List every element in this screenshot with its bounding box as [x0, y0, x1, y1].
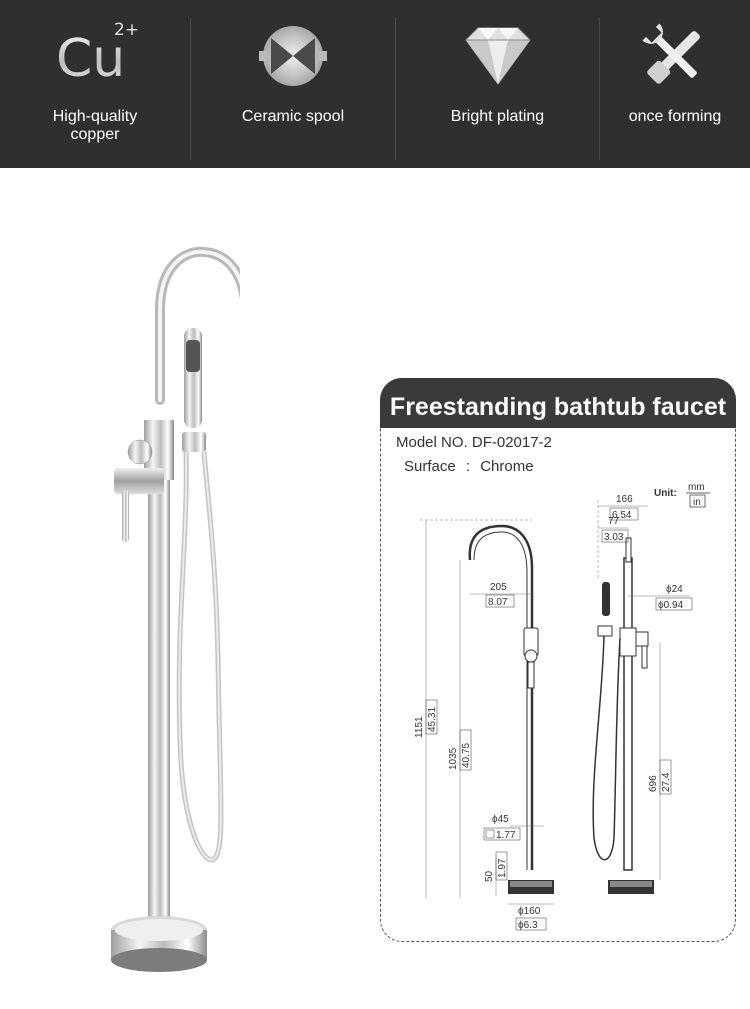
- dim-3-03: 3.03: [604, 532, 624, 543]
- surface-row: [404, 458, 534, 475]
- diamond-icon: [396, 18, 599, 90]
- dim-696: 696: [648, 775, 659, 792]
- dim-40-75: 40.75: [461, 742, 472, 768]
- dim-0-94: ϕ0.94: [658, 600, 684, 611]
- model-number: Model NO. DF-02017-2: [396, 434, 552, 451]
- surface-separator: :: [465, 458, 471, 475]
- dim-1151: 1151: [414, 716, 425, 738]
- dim-50: 50: [484, 870, 495, 882]
- feature-forming-label: once forming: [628, 108, 722, 125]
- unit-in: in: [693, 497, 701, 508]
- feature-ceramic-label: Ceramic spool: [241, 108, 345, 125]
- unit-mm: mm: [688, 482, 705, 493]
- dim-1035: 1035: [448, 747, 459, 770]
- feature-bright-plating: [396, 0, 599, 168]
- dim-8-07: 8.07: [488, 597, 508, 608]
- faucet-product-image: [100, 240, 240, 980]
- dim-45: ϕ45: [492, 814, 509, 825]
- spec-card: [380, 378, 736, 942]
- feature-copper-label-1: High-quality: [52, 108, 138, 125]
- dim-6-54: 6.54: [612, 510, 632, 521]
- feature-bar: [0, 0, 750, 168]
- spec-title: Freestanding bathtub faucet: [380, 378, 736, 428]
- surface-label: Surface: [404, 458, 456, 475]
- feature-copper-label-2: copper: [70, 126, 120, 143]
- copper-element-icon: [0, 18, 190, 90]
- ceramic-spool-icon: [191, 18, 395, 90]
- feature-ceramic-spool: [191, 0, 395, 168]
- unit-label: Unit:: [654, 488, 677, 499]
- dim-1-97: 1.97: [497, 858, 508, 878]
- feature-once-forming: [600, 0, 750, 168]
- feature-copper: [0, 0, 190, 168]
- surface-value: Chrome: [480, 458, 534, 475]
- dim-205: 205: [490, 582, 507, 593]
- dim-27-4: 27.4: [661, 772, 672, 792]
- svg-text:2+: 2+: [114, 20, 140, 40]
- tools-icon: [600, 18, 750, 90]
- dim-166: 166: [616, 494, 633, 505]
- svg-text:Cu: Cu: [56, 29, 126, 89]
- dim-77: 77: [608, 516, 620, 527]
- dim-6-3: ϕ6.3: [518, 920, 538, 931]
- feature-plating-label: Bright plating: [450, 108, 545, 125]
- dimension-drawing: [380, 478, 736, 942]
- dim-45-31: 45.31: [427, 706, 438, 732]
- dim-24: ϕ24: [666, 584, 683, 595]
- dim-1-77: 1.77: [496, 830, 516, 841]
- dim-160: ϕ160: [518, 906, 541, 917]
